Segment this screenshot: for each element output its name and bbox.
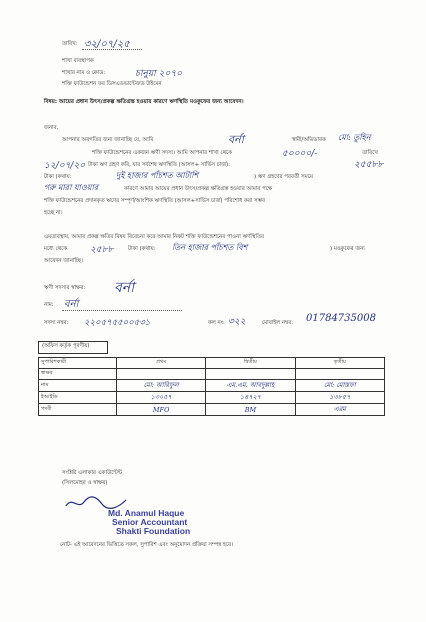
stamp-org: Shakti Foundation [116, 526, 191, 536]
para1-line4-b: ) ঋণ গ্রহণের পরবর্তী সময়ে [254, 174, 314, 180]
stamp-name: Md. Anamul Haque [108, 508, 185, 518]
date-label: তারিখ: [62, 41, 78, 47]
table-cell: পদবী [39, 404, 117, 416]
para2-line2b: টাকা (কথায়: [128, 246, 156, 252]
table-row [39, 404, 385, 416]
salutation: জনাব, [44, 125, 59, 131]
table-cell: BM [206, 404, 295, 416]
para1-line3: টাকা ঋণ গ্রহণ করি, যার সর্বশেষ ঋণস্থিতি (আসল+ সার্ভিস চার্জ): [88, 162, 230, 168]
office-use-label: (অফিস কর্তৃক পূরণীয়) [42, 343, 90, 349]
cluster-label: কল নং: [208, 320, 225, 326]
table-cell: এরম [295, 404, 384, 416]
para1-line2: শক্তি ফাউন্ডেশনের একজন ঋণী সদস্য। আমি আপনার শাখা থেকে [92, 150, 232, 156]
table-cell [117, 369, 206, 380]
waiver-words-written: তিন হাজার পাঁচশত বিশ [172, 243, 248, 252]
manager-line: শাখা ব্যবস্থাপক [62, 58, 94, 64]
branch-value: চানুয়া ২০৭০ [135, 69, 183, 79]
name-underline [62, 310, 182, 311]
table-cell: প্রথম [117, 358, 206, 369]
member-name-label: নাম: [44, 302, 54, 308]
org-line: শক্তি ফাউন্ডেশন ফর ডিসএডভান্টেজড উইমেন [62, 81, 162, 87]
table-cell [295, 369, 384, 380]
balance-written: ২৫৫৮৮ [354, 160, 384, 170]
table-row [39, 358, 385, 369]
accountant-sub: (সিলমোহর ও স্বাক্ষর) [62, 480, 108, 486]
para1-line6: শক্তি ফাউন্ডেশনের প্রদানকৃত ঋণের সম্পূর্ণ/আংশিক ঋণস্থিতি (আসল+সার্ভিস চার্জ) পরিশোধ করা সম্ভব [44, 198, 265, 204]
table-cell: নাম [39, 380, 117, 392]
guardian-label: স্বামী/অভিভাবক [292, 137, 326, 143]
cluster-value: ৩২২ [228, 317, 246, 327]
branch-label: শাখার নাম ও কোড: [62, 70, 106, 76]
loan-date-written: ১২/০৭/২০ [44, 161, 86, 171]
applicant-name-written: বর্না [228, 133, 244, 146]
table-cell: ১৩৮৫৭ [295, 392, 384, 404]
table-cell: মো: মোস্তফা [295, 380, 384, 392]
subject-line: বিষয়: আয়ের প্রধান উৎস/প্রকল্প ক্ষতিগ্রস্ত হওয়ার কারণে ঋণস্থিতি মওকুফের জন্য আবেদন। [44, 99, 244, 105]
member-sign-label: ঋণী সদস্যর স্বাক্ষর: [44, 285, 86, 291]
table-row [39, 380, 385, 392]
para2-line3: আবেদন জানাচ্ছি। [44, 258, 83, 264]
para2-line2c: ) মওকুফের জন্য [330, 246, 365, 252]
para2-line2a: মধ্যে থেকে [44, 246, 68, 252]
table-cell: MFO [117, 404, 206, 416]
member-number-label: সদস্য নম্বর: [44, 320, 69, 326]
table-cell: ইআইডি [39, 392, 117, 404]
table-row [39, 369, 385, 380]
para2-line1: এমতাবস্থায়, আমার প্রকল্প ক্ষতির বিষয় বিবেচনা করে আমার নিকট শক্তি ফাউন্ডেশনের পাওনা ঋণস্থিতির [44, 234, 264, 240]
member-number-value: ২২০৫৭৫৫০০৫৩১ [84, 318, 151, 328]
stamp-title: Senior Accountant [112, 517, 188, 527]
waiver-amount-written: ২৫৮৮ [90, 245, 114, 255]
guardian-name-written: মো: তুহিন [338, 133, 371, 142]
accountant-label: সংশ্লিষ্ট এলাকার একাউন্টেন্ট [62, 470, 122, 476]
member-signature: বর্না [114, 280, 135, 296]
loan-amount-written: ৫০০০০/- [282, 149, 318, 159]
table-cell: তৃতীয় [295, 358, 384, 369]
mobile-value: 01784735008 [306, 313, 376, 324]
table-cell [206, 369, 295, 380]
table-row [39, 392, 385, 404]
para1-line4: টাকা (কথায়: [44, 174, 72, 180]
table-cell: এম.এম. আবদুল্লাহ [206, 380, 295, 392]
table-cell: সুপারিশকারী [39, 358, 117, 369]
table-cell: মো: আরিফুল [117, 380, 206, 392]
table-cell: ১৩০৫৭ [117, 392, 206, 404]
date-value: ৩২/০৭/২৫ [84, 39, 130, 50]
mobile-label: মোবাইল নম্বর: [262, 320, 294, 326]
balance-words-written: দুই হাজার পাঁচশত আটাশি [116, 171, 199, 180]
reason-written: গরু মারা যাওয়ার [44, 183, 99, 192]
para1-line5: কারণে আমার আয়ের প্রধান উৎস/প্রকল্প ক্ষতিগ্রস্ত হওয়ার আমার পক্ষে [124, 186, 273, 192]
recommendation-table [38, 357, 385, 416]
para1-line7: হচ্ছে না। [44, 210, 63, 216]
date-underline [82, 49, 142, 50]
footer-note: নোট- এই আবেদনের ভিত্তিতে সকল, সুপারিশ এবং অনুমোদন প্রক্রিয়া সম্পন্ন হবে। [60, 542, 233, 548]
member-name-value: বর্না [64, 299, 79, 310]
table-cell: ১৪৭২৭ [206, 392, 295, 404]
table-cell: দ্বিতীয় [206, 358, 295, 369]
para1-line1: আপনার অবগতির জন্য জানাচ্ছি যে, আমি [62, 137, 154, 143]
table-cell: স্বাক্ষর [39, 369, 117, 380]
date-word: তারিখে [362, 150, 378, 156]
